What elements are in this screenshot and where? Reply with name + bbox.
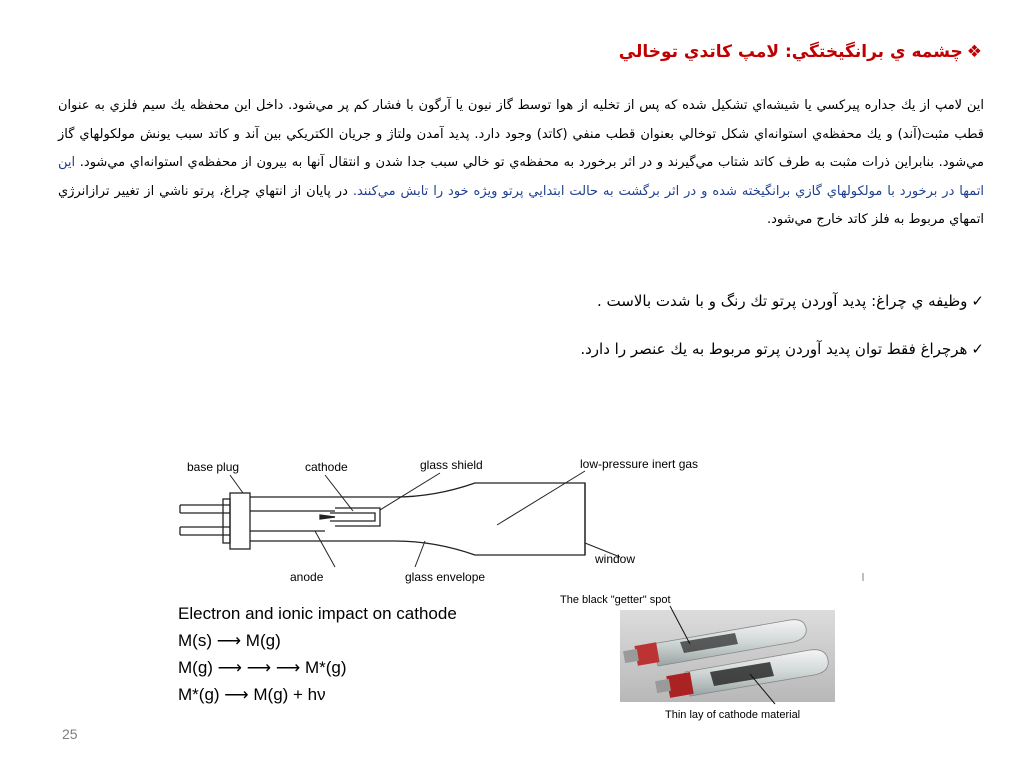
label-glass-envelope: glass envelope bbox=[405, 570, 486, 584]
reaction-2: M(g) ⟶ ⟶ ⟶ M*(g) bbox=[178, 658, 347, 677]
check-item-function bbox=[597, 292, 984, 310]
paragraph-part3: در پايان از انتهاي چراغ، پرتو ناشي از تغيير ترازانرژي اتمهاي مربوط به فلز كاتد خارج مي‌شود. bbox=[58, 183, 984, 227]
paragraph-part2-highlight: اين اتمها در برخورد با مولكولهاي گازي برانگيخته شده و در اثر برگشت به حالت ابتدايي پرتو ويژه خود را تابش مي‌كنند. bbox=[58, 155, 984, 199]
label-gas: low-pressure inert gas bbox=[580, 457, 699, 471]
check-icon: ✓ bbox=[971, 340, 984, 358]
label-cathode: cathode bbox=[305, 460, 348, 474]
divider-mark bbox=[862, 573, 864, 581]
description-paragraph bbox=[58, 92, 984, 235]
slide-title bbox=[619, 42, 982, 62]
diamond-bullet-icon: ❖ bbox=[966, 42, 982, 62]
reaction-3: M*(g) ⟶ M(g) + hν bbox=[178, 685, 326, 704]
paragraph-part1: اين لامپ از يك جداره پيركسي يا شيشه‌اي تشكيل شده كه پس از تخليه از هوا توسط گاز نيون يا آرگون با فشار كم پر مي‌شود. داخل اين محفظه يك سيم فلزي به عنوان قطب مثبت(آند) و يك محفظه‌ي استوانه‌اي شكل توخالي بعنوان قطب منفي (كاتد) وجود دارد. پديد آمدن ولتاژ و جريان الكتريكي بين آند و كاتد سبب يونش مولكولهاي گاز مي‌شود. بنابراين ذرات مثبت به طرف كاتد شتاب مي‌گيرند و در اثر برخورد به محفظه‌ي تو خالي سبب جدا شدن و انتقال آنها به بيرون از محفظه‌ي استوانه‌اي مي‌شود. bbox=[58, 98, 984, 170]
check-item-text: هرچراغ فقط توان پديد آوردن پرتو مربوط به يك عنصر را دارد. bbox=[580, 340, 968, 358]
reaction-1: M(s) ⟶ M(g) bbox=[178, 631, 281, 650]
label-glass-shield: glass shield bbox=[420, 458, 483, 472]
check-item-text: وظيفه ي چراغ: پديد آوردن پرتو تك رنگ و با شدت بالاست . bbox=[597, 292, 968, 310]
reaction-list bbox=[178, 600, 457, 708]
lamp-photo bbox=[560, 592, 860, 722]
page-number: 25 bbox=[62, 726, 78, 742]
lamp-diagram bbox=[175, 455, 745, 585]
reaction-heading: Electron and ionic impact on cathode bbox=[178, 604, 457, 623]
photo-label-getter: The black "getter" spot bbox=[560, 594, 671, 606]
lamp-outline bbox=[180, 483, 585, 555]
diagram-leader-lines bbox=[230, 471, 620, 567]
label-anode: anode bbox=[290, 570, 324, 584]
label-base-plug: base plug bbox=[187, 460, 240, 474]
label-window: window bbox=[595, 552, 636, 566]
check-item-element bbox=[580, 340, 984, 358]
slide-title-text: چشمه ي برانگيختگي: لامپ كاتدي توخالي bbox=[618, 42, 963, 62]
photo-label-cathode-material: Thin lay of cathode material bbox=[665, 709, 801, 721]
check-icon: ✓ bbox=[971, 292, 984, 310]
